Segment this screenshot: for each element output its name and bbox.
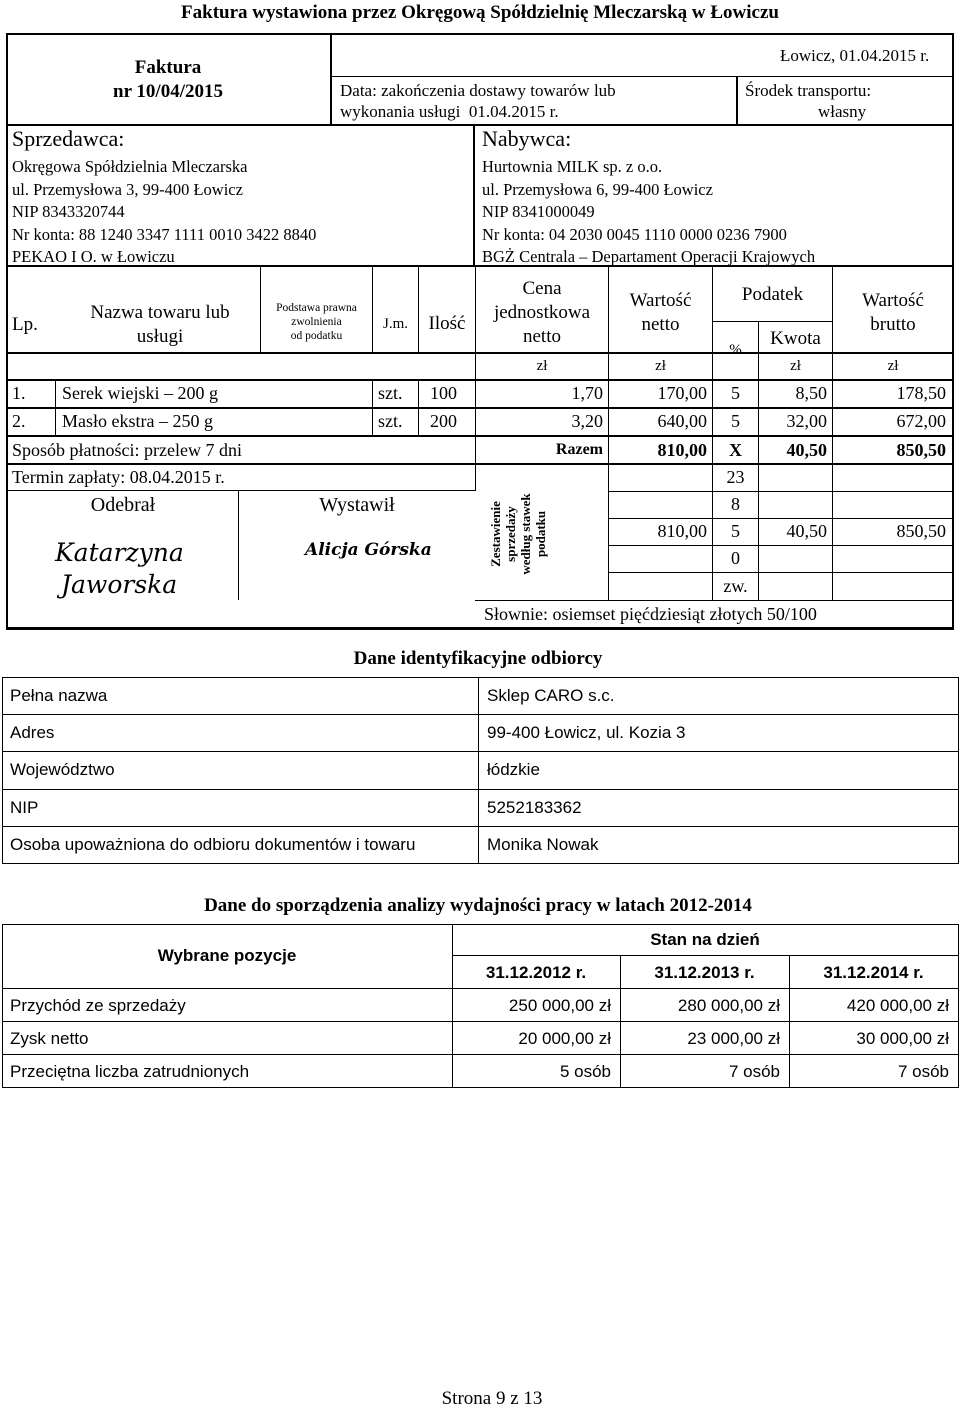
delivery-label: Data: zakończenia dostawy towarów lub <box>340 81 616 100</box>
recipient-heading: Dane identyfikacyjne odbiorcy <box>353 648 603 669</box>
col-qty: Ilość <box>428 313 466 334</box>
analysis-date: 31.12.2013 r. <box>654 963 755 982</box>
total-pct: X <box>729 440 742 460</box>
issued-label: Wystawił <box>319 494 395 516</box>
col-tax-amount: Kwota <box>770 328 821 349</box>
recipient-label: Adres <box>10 723 55 742</box>
col-jm: J.m. <box>382 316 408 332</box>
place-date: Łowicz, 01.04.2015 r. <box>780 46 930 65</box>
received-label: Odebrał <box>90 494 156 516</box>
seller-details: Okręgowa Spółdzielnia Mleczarska ul. Przemysłowa 3, 99-400 Łowicz NIP 8343320744 Nr konta: 88 1240 3347 1111 0010 3422 8840 PEKAO I O. w Łowiczu <box>12 157 317 266</box>
recipient-label: Województwo <box>10 760 115 779</box>
page-footer: Strona 9 z 13 <box>441 1388 543 1409</box>
col-lp: Lp. <box>12 314 38 335</box>
recipient-value: Sklep CARO s.c. <box>487 686 615 705</box>
total-label: Razem <box>555 441 603 458</box>
analysis-heading: Dane do sporządzenia analizy wydajności pracy w latach 2012-2014 <box>204 895 752 916</box>
col-legal-basis: Podstawa prawna zwolnienia od podatku <box>276 302 357 342</box>
recipient-value: Monika Nowak <box>487 835 599 854</box>
buyer-heading: Nabywca: <box>482 126 572 151</box>
delivery-date: 01.04.2015 r. <box>468 102 559 121</box>
analysis-positions-header: Wybrane pozycje <box>157 946 297 965</box>
recipient-label: Pełna nazwa <box>10 686 108 705</box>
payment-method: Sposób płatności: przelew 7 dni <box>12 440 242 460</box>
total-gross: 850,50 <box>896 440 946 460</box>
unit-zl: zł <box>790 358 801 374</box>
received-signature: Katarzyna Jaworska <box>55 538 184 599</box>
unit-zl: zł <box>887 358 899 374</box>
col-gross: Wartość brutto <box>862 290 924 335</box>
analysis-state-header: Stan na dzień <box>650 930 760 949</box>
seller-heading: Sprzedawca: <box>12 126 125 151</box>
delivery-label-2: wykonania usługi 01.04.2015 r. <box>340 102 559 121</box>
issued-signature: Alicja Górska <box>305 540 432 560</box>
recipient-value: łódzkie <box>487 760 540 779</box>
buyer-details: Hurtownia MILK sp. z o.o. ul. Przemysłowa 6, 99-400 Łowicz NIP 8341000049 Nr konta: 04 2030 0045 1110 0000 0236 7900 BGŻ Centrala – Departament Operacji Krajowych <box>482 157 816 266</box>
col-name: Nazwa towaru lub usługi <box>90 302 230 347</box>
amount-in-words: Słownie: osiemset pięćdziesiąt złotych 50/100 <box>484 604 817 624</box>
recipient-label: NIP <box>10 798 39 817</box>
transport-label: Środek transportu: <box>745 81 872 100</box>
invoice-number: nr 10/04/2015 <box>113 81 223 102</box>
unit-zl: zł <box>536 358 548 374</box>
col-tax-pct: % <box>729 342 742 358</box>
col-price: Cena jednostkowa netto <box>493 278 591 347</box>
recipient-label: Osoba upoważniona do odbioru dokumentów i towaru <box>10 835 416 854</box>
total-tax: 40,50 <box>786 440 827 460</box>
total-net: 810,00 <box>657 440 707 460</box>
vat-summary-label: Zestawienie sprzedaży według stawek podatku <box>488 493 548 575</box>
transport-value: własny <box>818 102 867 121</box>
page-title: Faktura wystawiona przez Okręgową Spółdzielnię Mleczarską w Łowiczu <box>181 2 779 23</box>
col-tax: Podatek <box>741 284 804 305</box>
unit-zl: zł <box>655 358 666 374</box>
due-date: Termin zapłaty: 08.04.2015 r. <box>12 467 225 487</box>
analysis-date: 31.12.2012 r. <box>485 963 587 982</box>
analysis-date: 31.12.2014 r. <box>823 963 924 982</box>
invoice-title: Faktura <box>134 57 202 78</box>
col-net: Wartość netto <box>629 290 692 335</box>
recipient-value: 5252183362 <box>487 798 582 817</box>
recipient-value: 99-400 Łowicz, ul. Kozia 3 <box>487 723 686 742</box>
